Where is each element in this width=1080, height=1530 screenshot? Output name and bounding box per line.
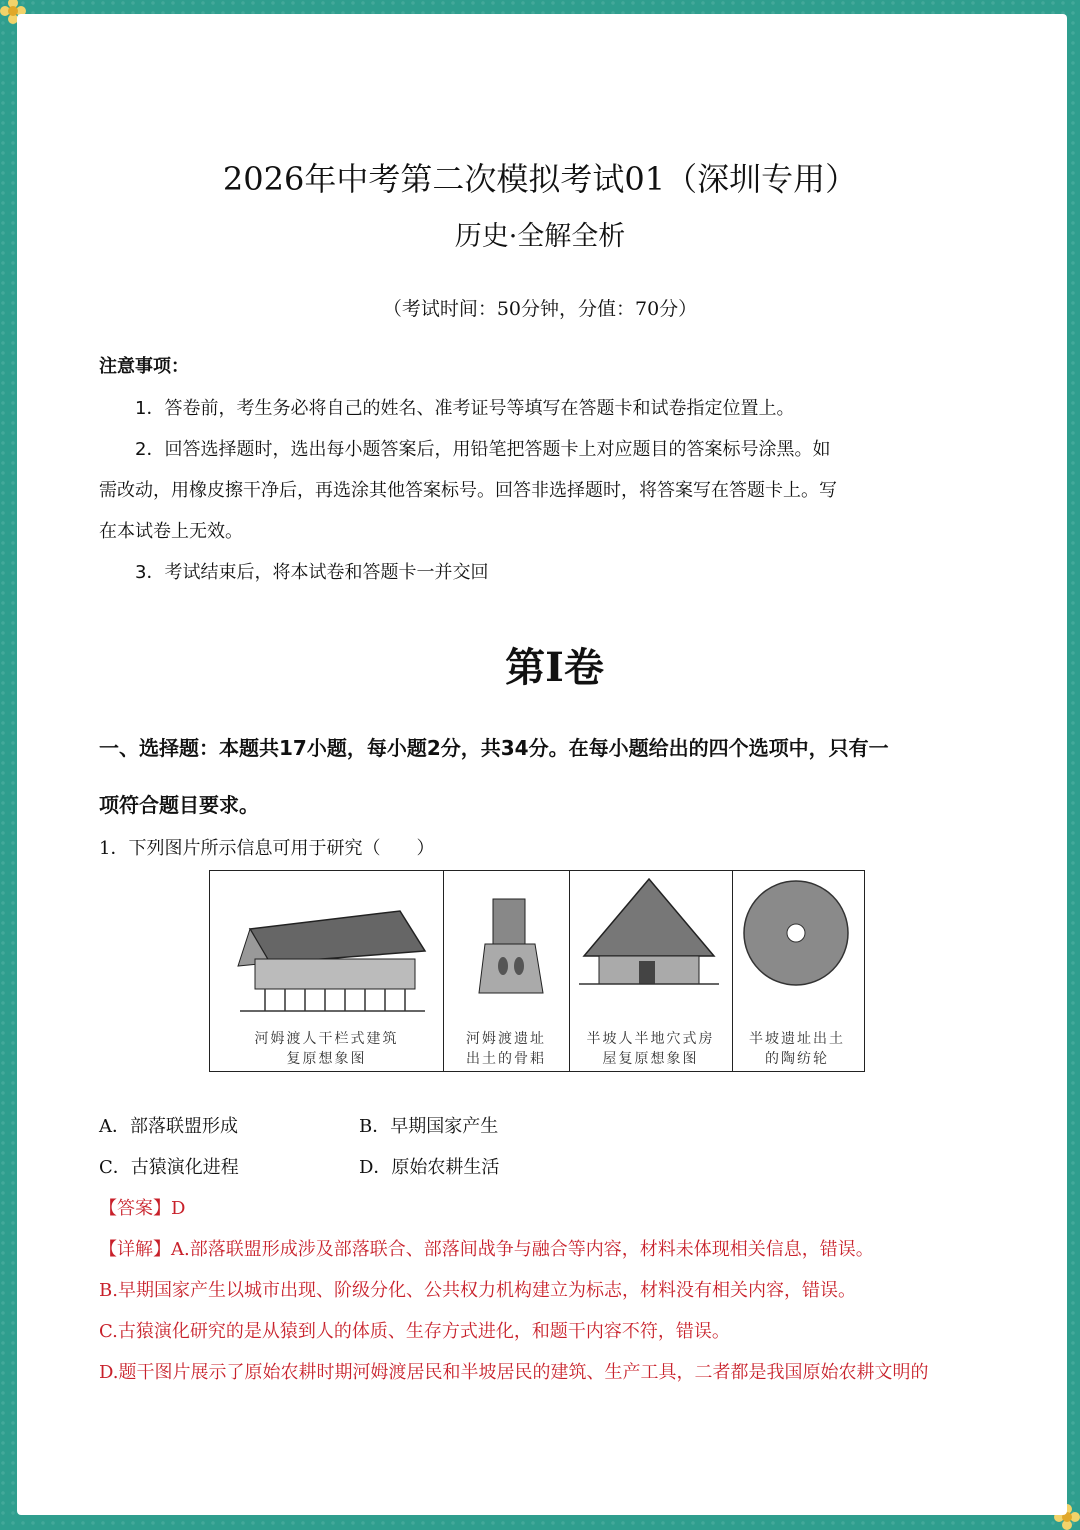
- explanation-line: C.古猿演化研究的是从猿到人的体质、生存方式进化，和题干内容不符，错误。: [99, 1321, 730, 1342]
- section-heading: 一、选择题：本题共17小题，每小题2分，共34分。在每小题给出的四个选项中，只有一: [99, 736, 889, 760]
- notice-line: 2．回答选择题时，选出每小题答案后，用铅笔把答题卡上对应题目的答案标号涂黑。如: [135, 439, 831, 460]
- page-subtitle: 历史·全解全析: [454, 221, 626, 252]
- figure-caption: 半坡遗址出土 的陶纺轮: [749, 1031, 845, 1067]
- figure-panel: [569, 871, 733, 1071]
- option-a: A．部落联盟形成: [99, 1116, 238, 1137]
- page-title: 2026年中考第二次模拟考试01（深圳专用）: [222, 160, 858, 198]
- explanation-line: D.题干图片展示了原始农耕时期河姆渡居民和半坡居民的建筑、生产工具，二者都是我国原始农耕文明的: [99, 1362, 929, 1383]
- exam-info: （考试时间：50分钟，分值：70分）: [382, 298, 698, 320]
- explanation-line: B.早期国家产生以城市出现、阶级分化、公共权力机构建立为标志，材料没有相关内容，错误。: [99, 1280, 856, 1301]
- exam-paper: [17, 14, 1067, 1515]
- option-d: D．原始农耕生活: [359, 1157, 500, 1178]
- volume-heading: 第Ⅰ卷: [505, 644, 604, 691]
- figure-caption: 河姆渡遗址 出土的骨耜: [466, 1031, 546, 1067]
- spindle-whorl-image: [732, 871, 862, 1031]
- figure-caption: 河姆渡人干栏式建筑 复原想象图: [254, 1031, 399, 1067]
- answer-label: 【答案】D: [99, 1198, 186, 1219]
- notice-line: 1．答卷前，考生务必将自己的姓名、准考证号等填写在答题卡和试卷指定位置上。: [135, 398, 795, 419]
- question-stem: 1．下列图片所示信息可用于研究（ ）: [99, 838, 435, 859]
- question-figure: [209, 870, 865, 1072]
- bone-spade-image: [443, 871, 569, 1031]
- figure-panel: [443, 871, 570, 1071]
- figure-panel: [732, 871, 862, 1071]
- notice-heading: 注意事项：: [99, 356, 189, 377]
- explanation-line: 【详解】A.部落联盟形成涉及部落联合、部落间战争与融合等内容，材料未体现相关信息，错误。: [99, 1239, 874, 1260]
- stilt-house-image: [210, 871, 443, 1031]
- notice-line: 3．考试结束后，将本试卷和答题卡一并交回: [135, 562, 489, 583]
- option-b: B．早期国家产生: [359, 1116, 499, 1137]
- figure-panel: [210, 871, 444, 1071]
- notice-line: 需改动，用橡皮擦干净后，再选涂其他答案标号。回答非选择题时，将答案写在答题卡上。写: [99, 480, 837, 501]
- notice-line: 在本试卷上无效。: [99, 521, 243, 542]
- semi-pit-house-image: [569, 871, 732, 1031]
- section-heading-cont: 项符合题目要求。: [99, 793, 259, 817]
- figure-caption: 半坡人半地穴式房 屋复原想象图: [586, 1031, 715, 1067]
- option-c: C．古猿演化进程: [99, 1157, 239, 1178]
